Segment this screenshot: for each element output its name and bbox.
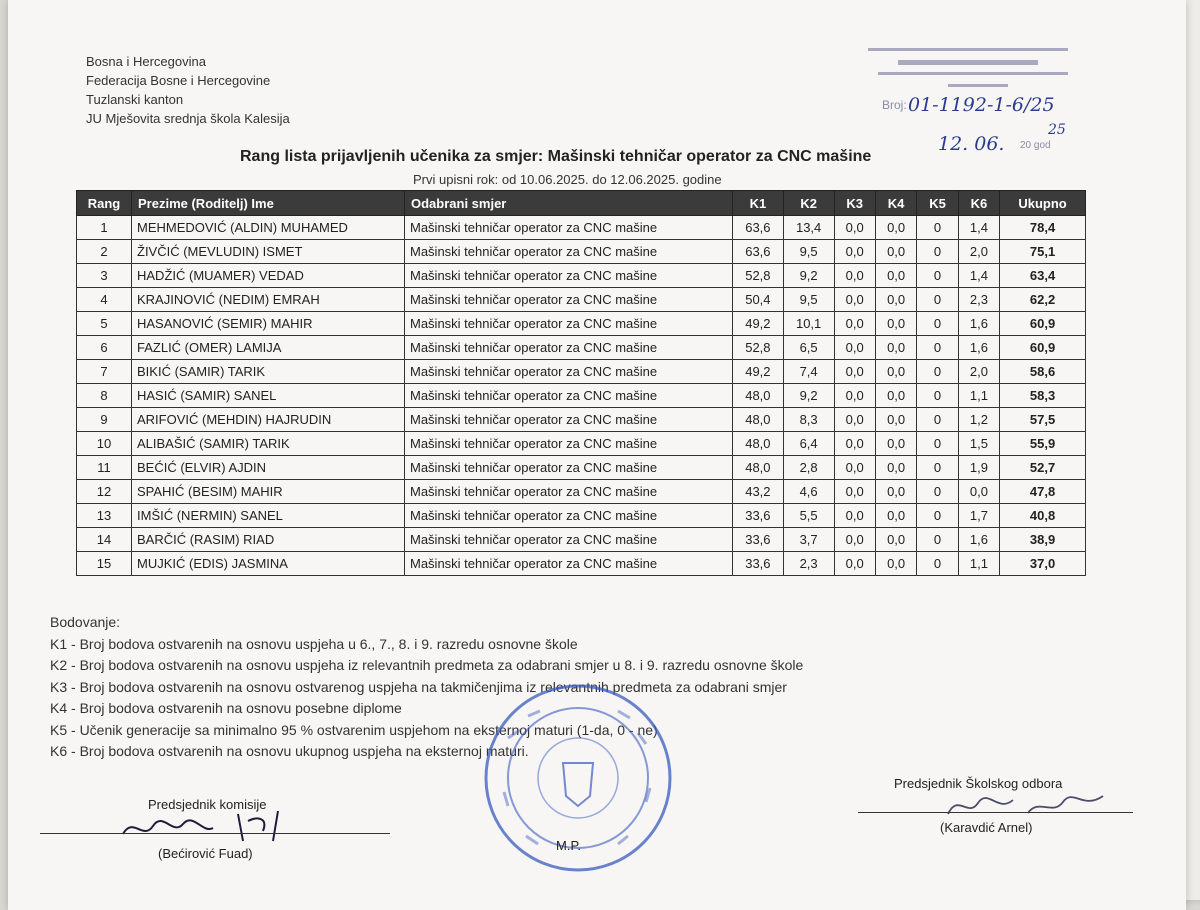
table-row bbox=[77, 360, 1086, 384]
table-cell: 0,0 bbox=[875, 504, 916, 528]
column-header: K4 bbox=[875, 191, 916, 216]
table-cell: 52,8 bbox=[733, 336, 784, 360]
table-cell: 9,2 bbox=[783, 384, 834, 408]
table-cell: Mašinski tehničar operator za CNC mašine bbox=[405, 288, 733, 312]
table-cell: Mašinski tehničar operator za CNC mašine bbox=[405, 432, 733, 456]
table-cell: 0,0 bbox=[834, 456, 875, 480]
signature-line bbox=[858, 812, 1133, 813]
table-cell: 13,4 bbox=[783, 216, 834, 240]
table-cell: 9 bbox=[77, 408, 132, 432]
table-row bbox=[77, 456, 1086, 480]
table-cell: 1,5 bbox=[958, 432, 999, 456]
table-cell: 60,9 bbox=[1000, 312, 1086, 336]
table-cell: Mašinski tehničar operator za CNC mašine bbox=[405, 528, 733, 552]
table-cell: 0,0 bbox=[958, 480, 999, 504]
table-cell: BARČIĆ (RASIM) RIAD bbox=[132, 528, 405, 552]
board-president-name: (Karavdić Arnel) bbox=[940, 820, 1033, 835]
table-cell: IMŠIĆ (NERMIN) SANEL bbox=[132, 504, 405, 528]
table-row bbox=[77, 528, 1086, 552]
commission-president-label: Predsjednik komisije bbox=[148, 797, 267, 812]
table-cell: 0,0 bbox=[875, 264, 916, 288]
table-cell: 6 bbox=[77, 336, 132, 360]
table-row bbox=[77, 384, 1086, 408]
table-cell: 0 bbox=[917, 312, 958, 336]
table-cell: Mašinski tehničar operator za CNC mašine bbox=[405, 408, 733, 432]
table-cell: 33,6 bbox=[733, 528, 784, 552]
table-cell: 58,3 bbox=[1000, 384, 1086, 408]
table-cell: 0,0 bbox=[875, 408, 916, 432]
table-cell: 0,0 bbox=[834, 240, 875, 264]
table-cell: 60,9 bbox=[1000, 336, 1086, 360]
table-cell: KRAJINOVIĆ (NEDIM) EMRAH bbox=[132, 288, 405, 312]
broj-label: Broj: bbox=[882, 98, 907, 112]
table-cell: 63,6 bbox=[733, 216, 784, 240]
table-cell: 0,0 bbox=[834, 504, 875, 528]
table-cell: 38,9 bbox=[1000, 528, 1086, 552]
table-row bbox=[77, 504, 1086, 528]
table-cell: 1,6 bbox=[958, 336, 999, 360]
table-cell: 0 bbox=[917, 216, 958, 240]
table-cell: 48,0 bbox=[733, 456, 784, 480]
table-cell: 0,0 bbox=[875, 336, 916, 360]
table-cell: 11 bbox=[77, 456, 132, 480]
table-cell: 47,8 bbox=[1000, 480, 1086, 504]
table-cell: 14 bbox=[77, 528, 132, 552]
column-header: K3 bbox=[834, 191, 875, 216]
table-row bbox=[77, 240, 1086, 264]
legend-item: K6 - Broj bodova ostvarenih na osnovu ukupnog uspjeha na eksternoj maturi. bbox=[50, 743, 529, 759]
table-cell: Mašinski tehničar operator za CNC mašine bbox=[405, 384, 733, 408]
header-line: Tuzlanski kanton bbox=[86, 92, 184, 107]
table-cell: 1,6 bbox=[958, 528, 999, 552]
table-cell: 0,0 bbox=[875, 552, 916, 576]
table-cell: 0,0 bbox=[875, 360, 916, 384]
date-value: 12. 06. bbox=[938, 133, 1005, 155]
table-cell: 48,0 bbox=[733, 384, 784, 408]
table-cell: 0 bbox=[917, 456, 958, 480]
table-cell: Mašinski tehničar operator za CNC mašine bbox=[405, 240, 733, 264]
board-president-label: Predsjednik Školskog odbora bbox=[894, 776, 1063, 791]
table-cell: 2,0 bbox=[958, 240, 999, 264]
table-cell: 0,0 bbox=[875, 528, 916, 552]
table-cell: 2,3 bbox=[958, 288, 999, 312]
table-cell: 2 bbox=[77, 240, 132, 264]
table-row bbox=[77, 336, 1086, 360]
table-cell: 2,3 bbox=[783, 552, 834, 576]
table-cell: Mašinski tehničar operator za CNC mašine bbox=[405, 264, 733, 288]
table-cell: 57,5 bbox=[1000, 408, 1086, 432]
legend-item: K2 - Broj bodova ostvarenih na osnovu uspjeha iz relevantnih predmeta za odabrani smjer u 8. i 9. razredu osnovne škole bbox=[50, 657, 804, 673]
table-cell: 33,6 bbox=[733, 504, 784, 528]
column-header: Odabrani smjer bbox=[405, 191, 733, 216]
table-cell: 75,1 bbox=[1000, 240, 1086, 264]
table-cell: Mašinski tehničar operator za CNC mašine bbox=[405, 312, 733, 336]
table-cell: 52,7 bbox=[1000, 456, 1086, 480]
table-cell: 37,0 bbox=[1000, 552, 1086, 576]
table-cell: 4,6 bbox=[783, 480, 834, 504]
table-cell: 43,2 bbox=[733, 480, 784, 504]
table-cell: 33,6 bbox=[733, 552, 784, 576]
table-cell: 0 bbox=[917, 360, 958, 384]
column-header: K2 bbox=[783, 191, 834, 216]
table-cell: 0,0 bbox=[875, 384, 916, 408]
table-cell: HASIĆ (SAMIR) SANEL bbox=[132, 384, 405, 408]
table-cell: Mašinski tehničar operator za CNC mašine bbox=[405, 480, 733, 504]
table-cell: BEĆIĆ (ELVIR) AJDIN bbox=[132, 456, 405, 480]
table-cell: 4 bbox=[77, 288, 132, 312]
table-cell: 0,0 bbox=[875, 240, 916, 264]
page-subtitle: Prvi upisni rok: od 10.06.2025. do 12.06.2025. godine bbox=[413, 172, 722, 187]
table-cell: 50,4 bbox=[733, 288, 784, 312]
table-cell: 49,2 bbox=[733, 312, 784, 336]
table-row bbox=[77, 216, 1086, 240]
column-header: K6 bbox=[958, 191, 999, 216]
table-cell: MUJKIĆ (EDIS) JASMINA bbox=[132, 552, 405, 576]
column-header: Rang bbox=[77, 191, 132, 216]
table-cell: HADŽIĆ (MUAMER) VEDAD bbox=[132, 264, 405, 288]
ranking-table bbox=[76, 190, 1086, 576]
header-line: JU Mješovita srednja škola Kalesija bbox=[86, 111, 290, 126]
table-cell: 40,8 bbox=[1000, 504, 1086, 528]
table-cell: 0,0 bbox=[834, 264, 875, 288]
table-cell: 48,0 bbox=[733, 432, 784, 456]
table-cell: 0,0 bbox=[834, 408, 875, 432]
registry-stamp-icon bbox=[858, 44, 1098, 97]
table-cell: Mašinski tehničar operator za CNC mašine bbox=[405, 360, 733, 384]
table-cell: 0,0 bbox=[875, 216, 916, 240]
table-row bbox=[77, 264, 1086, 288]
table-cell: 48,0 bbox=[733, 408, 784, 432]
institution-header bbox=[86, 52, 290, 128]
table-cell: 0,0 bbox=[834, 480, 875, 504]
table-cell: ŽIVČIĆ (MEVLUDIN) ISMET bbox=[132, 240, 405, 264]
date-year: 25 bbox=[1048, 122, 1066, 138]
table-cell: 7,4 bbox=[783, 360, 834, 384]
document-page bbox=[8, 0, 1186, 910]
table-cell: 8,3 bbox=[783, 408, 834, 432]
table-cell: 1,1 bbox=[958, 384, 999, 408]
table-cell: 62,2 bbox=[1000, 288, 1086, 312]
table-cell: SPAHIĆ (BESIM) MAHIR bbox=[132, 480, 405, 504]
legend-item: K1 - Broj bodova ostvarenih na osnovu uspjeha u 6., 7., 8. i 9. razredu osnovne škole bbox=[50, 635, 578, 652]
table-cell: 0 bbox=[917, 480, 958, 504]
table-row bbox=[77, 480, 1086, 504]
table-cell: 1,4 bbox=[958, 264, 999, 288]
table-cell: 8 bbox=[77, 384, 132, 408]
table-cell: 0 bbox=[917, 264, 958, 288]
table-cell: 6,4 bbox=[783, 432, 834, 456]
table-cell: 1 bbox=[77, 216, 132, 240]
seal-place-label: M.P. bbox=[556, 838, 582, 853]
table-cell: 9,2 bbox=[783, 264, 834, 288]
table-row bbox=[77, 408, 1086, 432]
table-cell: 0 bbox=[917, 552, 958, 576]
table-cell: 3 bbox=[77, 264, 132, 288]
commission-president-name: (Bećirović Fuad) bbox=[158, 846, 253, 861]
table-row bbox=[77, 552, 1086, 576]
table-cell: 2,0 bbox=[958, 360, 999, 384]
table-cell: 63,4 bbox=[1000, 264, 1086, 288]
table-cell: 78,4 bbox=[1000, 216, 1086, 240]
table-cell: 0,0 bbox=[875, 312, 916, 336]
signature-line bbox=[40, 833, 390, 834]
column-header: K1 bbox=[733, 191, 784, 216]
table-cell: Mašinski tehničar operator za CNC mašine bbox=[405, 504, 733, 528]
table-cell: 15 bbox=[77, 552, 132, 576]
table-cell: 63,6 bbox=[733, 240, 784, 264]
table-cell: Mašinski tehničar operator za CNC mašine bbox=[405, 552, 733, 576]
table-cell: 9,5 bbox=[783, 240, 834, 264]
table-cell: 0,0 bbox=[834, 360, 875, 384]
date-suffix: 20 god bbox=[1020, 140, 1051, 151]
table-cell: 5 bbox=[77, 312, 132, 336]
table-cell: 0 bbox=[917, 288, 958, 312]
table-cell: 58,6 bbox=[1000, 360, 1086, 384]
header-line: Federacija Bosne i Hercegovine bbox=[86, 73, 271, 88]
table-cell: 1,4 bbox=[958, 216, 999, 240]
table-row bbox=[77, 312, 1086, 336]
table-cell: 12 bbox=[77, 480, 132, 504]
table-cell: 0 bbox=[917, 408, 958, 432]
table-cell: 52,8 bbox=[733, 264, 784, 288]
table-cell: 0 bbox=[917, 384, 958, 408]
table-cell: 9,5 bbox=[783, 288, 834, 312]
table-row bbox=[77, 288, 1086, 312]
table-cell: 0,0 bbox=[834, 312, 875, 336]
table-cell: 0,0 bbox=[834, 288, 875, 312]
table-cell: 5,5 bbox=[783, 504, 834, 528]
legend-item: K5 - Učenik generacije sa minimalno 95 % ostvarenim uspjehom na eksternoj maturi (1-da, 0 - ne) bbox=[50, 721, 658, 738]
table-cell: 6,5 bbox=[783, 336, 834, 360]
table-cell: 3,7 bbox=[783, 528, 834, 552]
table-cell: 55,9 bbox=[1000, 432, 1086, 456]
table-cell: Mašinski tehničar operator za CNC mašine bbox=[405, 216, 733, 240]
table-cell: BIKIĆ (SAMIR) TARIK bbox=[132, 360, 405, 384]
table-cell: 0,0 bbox=[875, 480, 916, 504]
table-cell: 1,7 bbox=[958, 504, 999, 528]
table-cell: 13 bbox=[77, 504, 132, 528]
legend-item: K4 - Broj bodova ostvarenih na osnovu posebne diplome bbox=[50, 700, 402, 716]
broj-value: 01-1192-1-6/25 bbox=[908, 94, 1055, 116]
table-row bbox=[77, 432, 1086, 456]
table-cell: 0 bbox=[917, 240, 958, 264]
table-cell: 10,1 bbox=[783, 312, 834, 336]
column-header: K5 bbox=[917, 191, 958, 216]
table-cell: 0 bbox=[917, 528, 958, 552]
table-cell: 0,0 bbox=[834, 552, 875, 576]
table-cell: 0,0 bbox=[834, 384, 875, 408]
table-cell: FAZLIĆ (OMER) LAMIJA bbox=[132, 336, 405, 360]
column-header: Ukupno bbox=[1000, 191, 1086, 216]
table-cell: 7 bbox=[77, 360, 132, 384]
table-cell: 1,9 bbox=[958, 456, 999, 480]
table-cell: Mašinski tehničar operator za CNC mašine bbox=[405, 456, 733, 480]
table-cell: 49,2 bbox=[733, 360, 784, 384]
header-line: Bosna i Hercegovina bbox=[86, 54, 206, 69]
table-cell: ARIFOVIĆ (MEHDIN) HAJRUDIN bbox=[132, 408, 405, 432]
table-header-row bbox=[77, 191, 1086, 216]
table-cell: 1,2 bbox=[958, 408, 999, 432]
table-cell: MEHMEDOVIĆ (ALDIN) MUHAMED bbox=[132, 216, 405, 240]
legend-title: Bodovanje: bbox=[50, 614, 121, 630]
table-cell: 0,0 bbox=[875, 288, 916, 312]
table-cell: ALIBAŠIĆ (SAMIR) TARIK bbox=[132, 432, 405, 456]
table-cell: Mašinski tehničar operator za CNC mašine bbox=[405, 336, 733, 360]
table-cell: 1,6 bbox=[958, 312, 999, 336]
table-cell: 0,0 bbox=[834, 216, 875, 240]
page-title: Rang lista prijavljenih učenika za smjer: Mašinski tehničar operator za CNC mašine bbox=[240, 148, 872, 165]
table-cell: 0 bbox=[917, 336, 958, 360]
table-cell: 0,0 bbox=[834, 432, 875, 456]
scoring-legend bbox=[50, 612, 803, 763]
table-cell: 0,0 bbox=[875, 432, 916, 456]
table-cell: 0,0 bbox=[875, 456, 916, 480]
table-cell: HASANOVIĆ (SEMIR) MAHIR bbox=[132, 312, 405, 336]
table-cell: 0,0 bbox=[834, 528, 875, 552]
table-cell: 2,8 bbox=[783, 456, 834, 480]
table-cell: 10 bbox=[77, 432, 132, 456]
table-cell: 1,1 bbox=[958, 552, 999, 576]
legend-item: K3 - Broj bodova ostvarenih na osnovu ostvarenog uspjeha na takmičenjima iz relevantnih predmeta za odabrani smjer bbox=[50, 678, 787, 695]
table-cell: 0,0 bbox=[834, 336, 875, 360]
table-cell: 0 bbox=[917, 504, 958, 528]
column-header: Prezime (Roditelj) Ime bbox=[132, 191, 405, 216]
table-cell: 0 bbox=[917, 432, 958, 456]
